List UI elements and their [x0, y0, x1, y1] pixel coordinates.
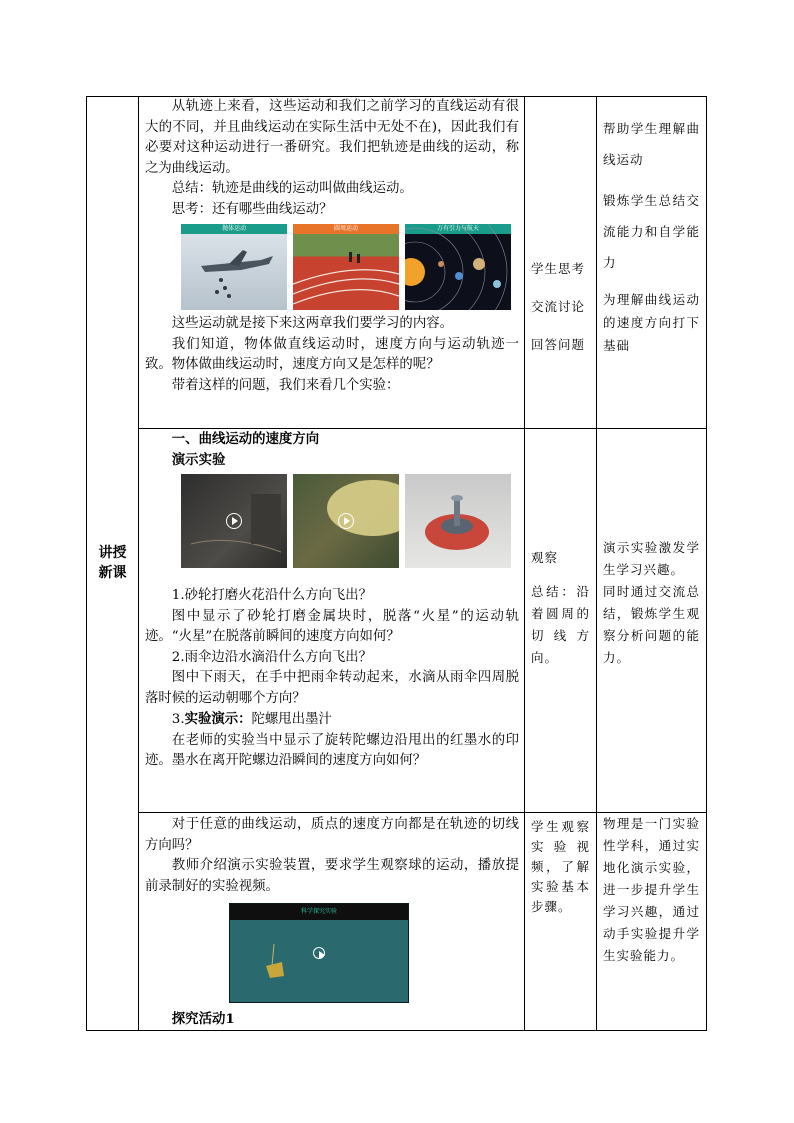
lesson-plan-table	[86, 96, 707, 1031]
paragraph: 带着这样的问题，我们来看几个实验：	[171, 377, 400, 393]
play-icon[interactable]	[338, 513, 354, 529]
design-intent: 物理是一门实验性学科，通过实地化演示实验，进一步提升学生学习兴趣，通过动手实验提升学生实验能力。	[603, 816, 700, 963]
video-banner: 科学探究实验	[230, 904, 408, 920]
experiment-video-player[interactable]	[229, 903, 409, 1003]
design-intent: 帮助学生理解曲线运动	[603, 121, 700, 167]
student-activity: 观察	[531, 550, 559, 565]
bomber-plane-photo	[181, 224, 287, 310]
play-icon[interactable]	[226, 513, 242, 529]
paragraph: 这些运动就是接下来这两章我们要学习的内容。	[171, 316, 453, 331]
grinding-wheel-video[interactable]	[181, 474, 287, 568]
row1-design-intent	[597, 97, 707, 429]
row2-content	[139, 429, 525, 813]
question: 2.雨伞边沿水滴沿什么方向飞出？	[171, 649, 373, 665]
paragraph: 对于任意的曲线运动，质点的速度方向都是在轨迹的切线方向吗？	[145, 817, 519, 853]
experiment-videos	[145, 470, 519, 572]
paragraph: 我们知道，物体做直线运动时，速度方向与运动轨迹一致。物体做曲线运动时，速度方向又是怎样的呢？	[145, 336, 519, 372]
row1-student-activity	[525, 97, 597, 429]
row3-student-activity	[525, 813, 597, 1031]
student-activity: 学生观察实验视频，了解实验基本步骤。	[531, 819, 590, 914]
play-icon[interactable]	[313, 947, 325, 959]
umbrella-video[interactable]	[293, 474, 399, 568]
activity-heading: 探究活动1	[171, 1011, 235, 1027]
section-heading: 一、曲线运动的速度方向	[171, 431, 320, 447]
row2-design-intent	[597, 429, 707, 813]
question-text: 图中显示了砂轮打磨金属块时，脱落“火星”的运动轨迹。“火星”在脱落前瞬间的速度方向如何？	[145, 608, 519, 644]
question-text: 图中下雨天，在手中把雨伞转动起来，水滴从雨伞四周脱落时候的运动朝哪个方向？	[145, 670, 519, 706]
spinning-top-photo	[405, 474, 511, 568]
paragraph: 从轨迹上来看，这些运动和我们之前学习的直线运动有很大的不同，并且曲线运动在实际生活中无处不在)，因此我们有必要对这种运动进行一番研究。我们把轨迹是曲线的运动，称之为曲线运动。	[145, 99, 519, 176]
paragraph: 思考：还有哪些曲线运动？	[171, 201, 333, 217]
design-intent: 为理解曲线运动的速度方向打下基础	[603, 292, 700, 353]
section-label-cell	[87, 97, 139, 1031]
image-banner: 万有引力与航天	[405, 224, 511, 234]
question-text: 在老师的实验当中显示了旋转陀螺边沿甩出的红墨水的印迹。墨水在离开陀螺边沿瞬间的速度方向如何？	[145, 732, 519, 768]
student-activity: 总结：沿着圆周的切线方向。	[531, 584, 590, 665]
row1-content	[139, 97, 525, 429]
paragraph: 教师介绍演示实验装置，要求学生观察球的运动，播放提前录制好的实验视频。	[145, 858, 519, 894]
design-intent: 同时通过交流总结，锻炼学生观察分析问题的能力。	[603, 584, 700, 665]
row3-content	[139, 813, 525, 1031]
paragraph: 总结：轨迹是曲线的运动叫做曲线运动。	[171, 181, 413, 196]
running-track-photo	[293, 224, 399, 310]
question-bold-label: 实验演示：	[184, 711, 252, 727]
design-intent: 演示实验激发学生学习兴趣。	[603, 540, 700, 577]
row3-design-intent	[597, 813, 707, 1031]
question: 1.砂轮打磨火花沿什么方向飞出？	[171, 588, 373, 603]
solar-system-photo	[405, 224, 511, 310]
design-intent: 锻炼学生总结交流能力和自学能力	[603, 193, 700, 270]
section-label: 讲授新课	[98, 545, 127, 582]
row2-student-activity	[525, 429, 597, 813]
student-activity: 交流讨论	[531, 299, 586, 314]
question-number: 3.	[171, 712, 185, 727]
question-title: 陀螺甩出墨汁	[251, 712, 332, 727]
image-banner: 抛体运动	[181, 224, 287, 234]
image-banner: 圆周运动	[293, 224, 399, 234]
motion-images	[145, 220, 519, 314]
student-activity: 学生思考	[531, 261, 586, 276]
student-activity: 回答问题	[531, 337, 586, 352]
question	[145, 709, 519, 731]
subsection-heading: 演示实验	[171, 451, 226, 468]
